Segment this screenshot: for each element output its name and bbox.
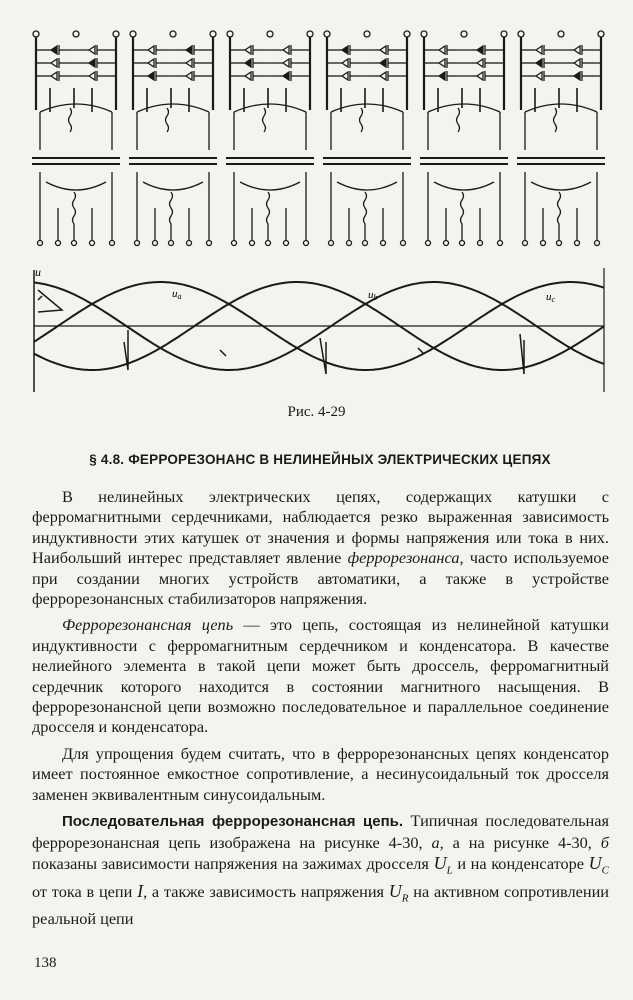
bridge-unit <box>32 31 120 246</box>
section-heading: § 4.8. ФЕРРОРЕЗОНАНС В НЕЛИНЕЙНЫХ ЭЛЕКТРИЧЕСКИХ ЦЕПЯХ <box>89 452 551 467</box>
paragraph-2: Феррорезонансная цепь — это цепь, состоящая из нелинейной катушки индуктивности с ферромагнитным сердечником и конденсатора. В качестве нелиейного элемента в такой цепи может быть дроссель, ферромагнитный сердечник которого находится в состоянии магнитного насыщения. В феррорезонансной цепи возможно последовательное и параллельное соединение дросселя и конденсатора. <box>32 615 609 737</box>
figure-caption: Рис. 4-29 <box>287 404 346 420</box>
bridge-unit <box>517 31 605 246</box>
rectified-steps <box>38 290 524 374</box>
axis-label-u: u <box>35 265 41 279</box>
figure-4-29 <box>0 0 633 400</box>
bridge-circuit-units <box>32 31 605 246</box>
curve-label-uc: uc <box>546 291 556 304</box>
paragraph-3: Для упрощения будем считать, что в феррорезонансных цепях конденсатор имеет постоянное емкостное сопротивление, а несинусоидальный ток дросселя заменен эквивалентным синусоидальным. <box>32 743 609 804</box>
curve-label-ub: ub <box>368 289 378 302</box>
bridge-unit <box>129 31 217 246</box>
bridge-unit <box>420 31 508 246</box>
curve-label-ua: ua <box>172 288 182 301</box>
symbol-I: I <box>137 880 144 901</box>
paragraph-4: Последовательная феррорезонансная цепь. Типичная последовательная феррорезонансная цепь изображена на рисунке 4-30, а, а на рисунке 4-30, б показаны зависимости напряжения на зажимах дросселя $U_L$ и на конденсаторе $U_C$ от тока в цепи I, а также зависимость напряжения $U_R$ на активном сопротивлении реальной цепи <box>32 811 610 928</box>
symbol-UR: $U_R$ <box>388 880 409 905</box>
bridge-unit <box>323 31 411 246</box>
waveform-plot <box>34 265 604 392</box>
page-number: 138 <box>34 955 57 971</box>
bridge-unit <box>226 31 314 246</box>
symbol-UC: $U_C$ <box>588 852 610 877</box>
body-text <box>32 487 609 935</box>
paragraph-1: В нелинейных электрических цепях, содержащих катушки с ферромагнитными сердечниками, наблюдается резко выраженная зависимость индуктивности этих катушек от значения и формы напряжения или тока в них. Наибольший интерес представляет явление феррорезонанса, часто используемое при создании многих устройств автоматики, а также в устройстве феррорезонансных стабилизаторов напряжения. <box>32 487 609 609</box>
symbol-UL: $U_L$ <box>433 852 453 877</box>
